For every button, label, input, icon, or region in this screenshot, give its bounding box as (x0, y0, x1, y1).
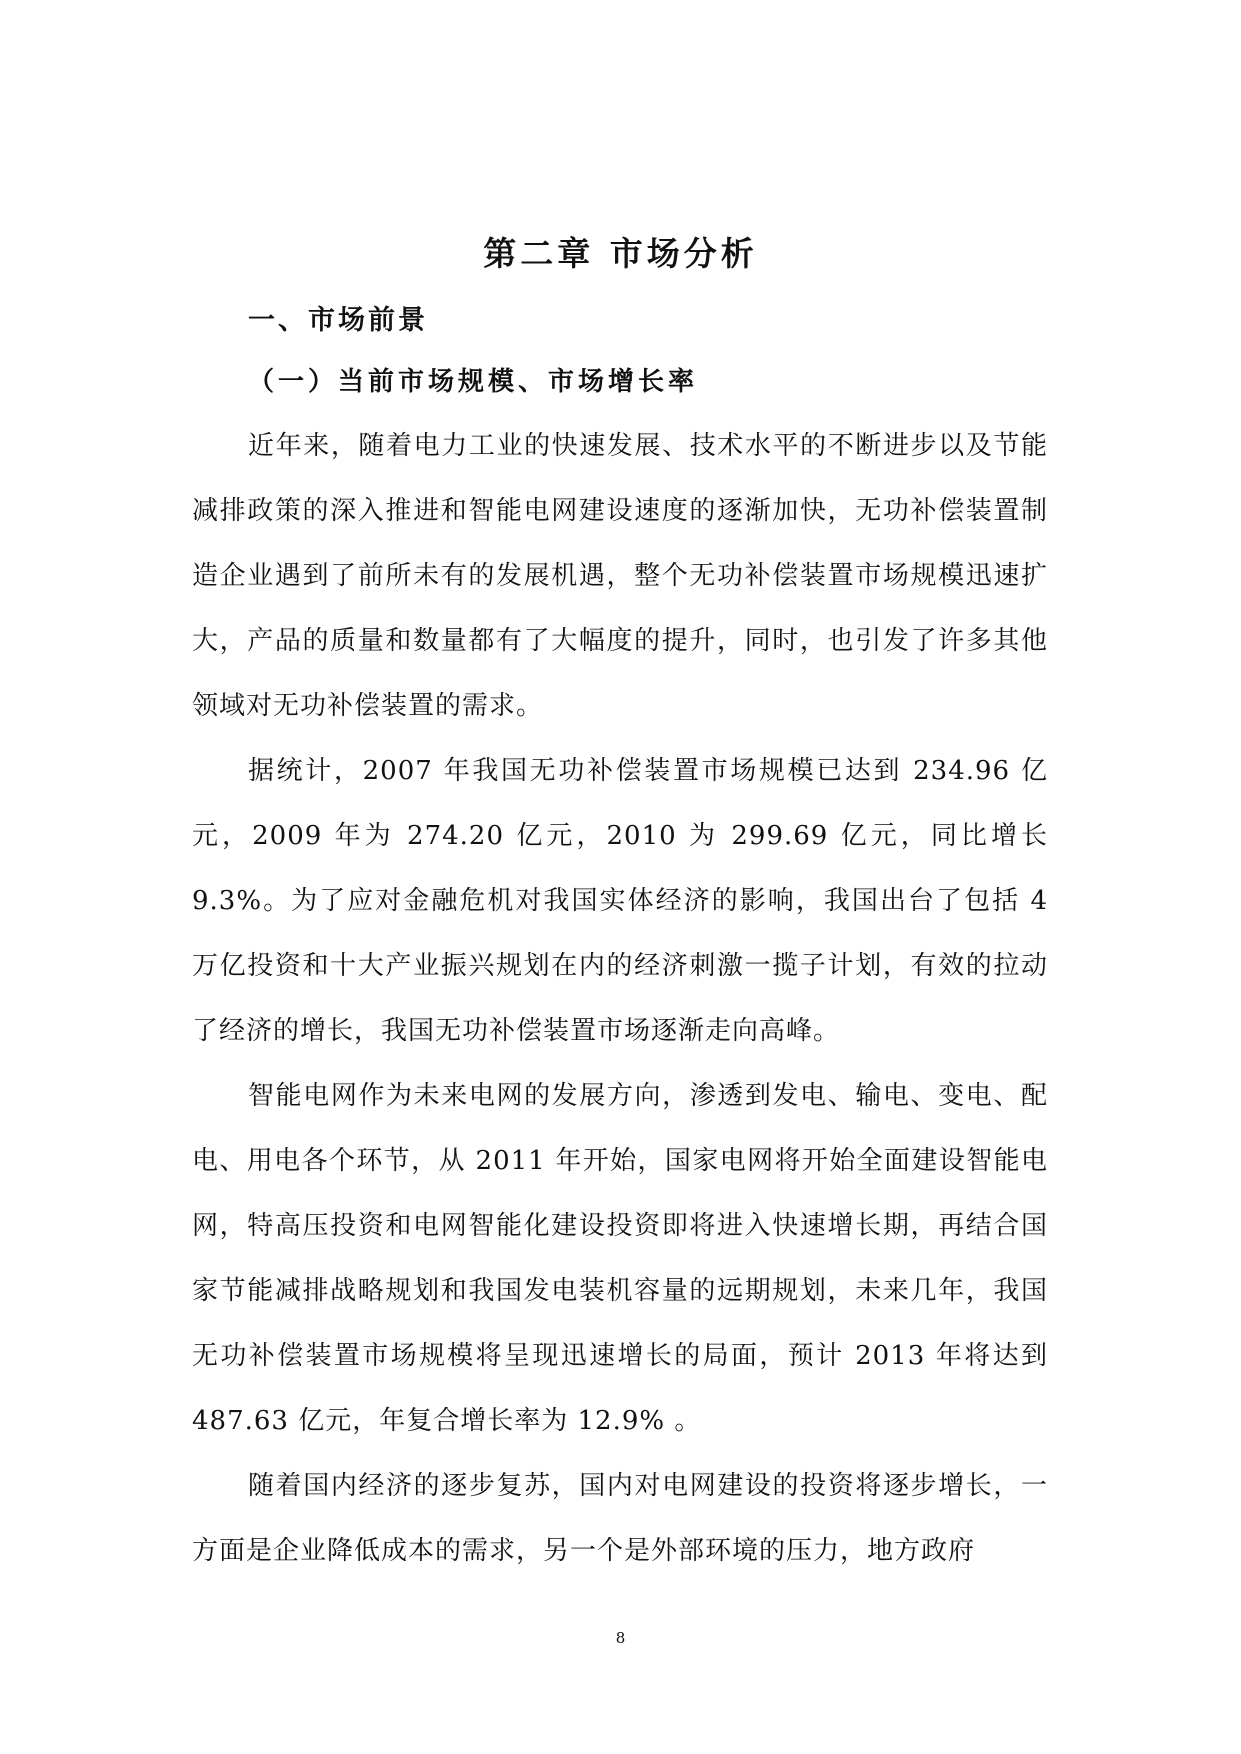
paragraph: 近年来，随着电力工业的快速发展、技术水平的不断进步以及节能减排政策的深入推进和智能电网建设速度的逐渐加快，无功补偿装置制造企业遇到了前所未有的发展机遇，整个无功补偿装置市场规模迅速扩大，产品的质量和数量都有了大幅度的提升，同时，也引发了许多其他领域对无功补偿装置的需求。 (192, 431, 1048, 721)
paragraph: 智能电网作为未来电网的发展方向，渗透到发电、输电、变电、配电、用电各个环节，从 2011 年开始，国家电网将开始全面建设智能电网，特高压投资和电网智能化建设投资即将进入快速增长期，再结合国家节能减排战略规划和我国发电装机容量的远期规划，未来几年，我国无功补偿装置市场规模将呈现迅速增长的局面，预计 2013 年将达到 487.63 亿元，年复合增长率为 12.9% 。 (192, 1081, 1048, 1436)
subsection-heading: （一）当前市场规模、市场增长率 (248, 367, 699, 397)
paragraph: 据统计，2007 年我国无功补偿装置市场规模已达到 234.96 亿元，2009 年为 274.20 亿元，2010 为 299.69 亿元，同比增长 9.3%。为了应对金融危机对我国实体经济的影响，我国出台了包括 4 万亿投资和十大产业振兴规划在内的经济刺激一揽子计划，有效的拉动了经济的增长，我国无功补偿装置市场逐渐走向高峰。 (192, 756, 1048, 1046)
page-number: 8 (615, 1629, 626, 1647)
chapter-title: 第二章 市场分析 (483, 234, 758, 273)
section-heading: 一、市场前景 (248, 305, 428, 336)
paragraph: 随着国内经济的逐步复苏，国内对电网建设的投资将逐步增长，一方面是企业降低成本的需求，另一个是外部环境的压力，地方政府 (192, 1471, 1048, 1566)
body-text (192, 414, 1048, 1584)
